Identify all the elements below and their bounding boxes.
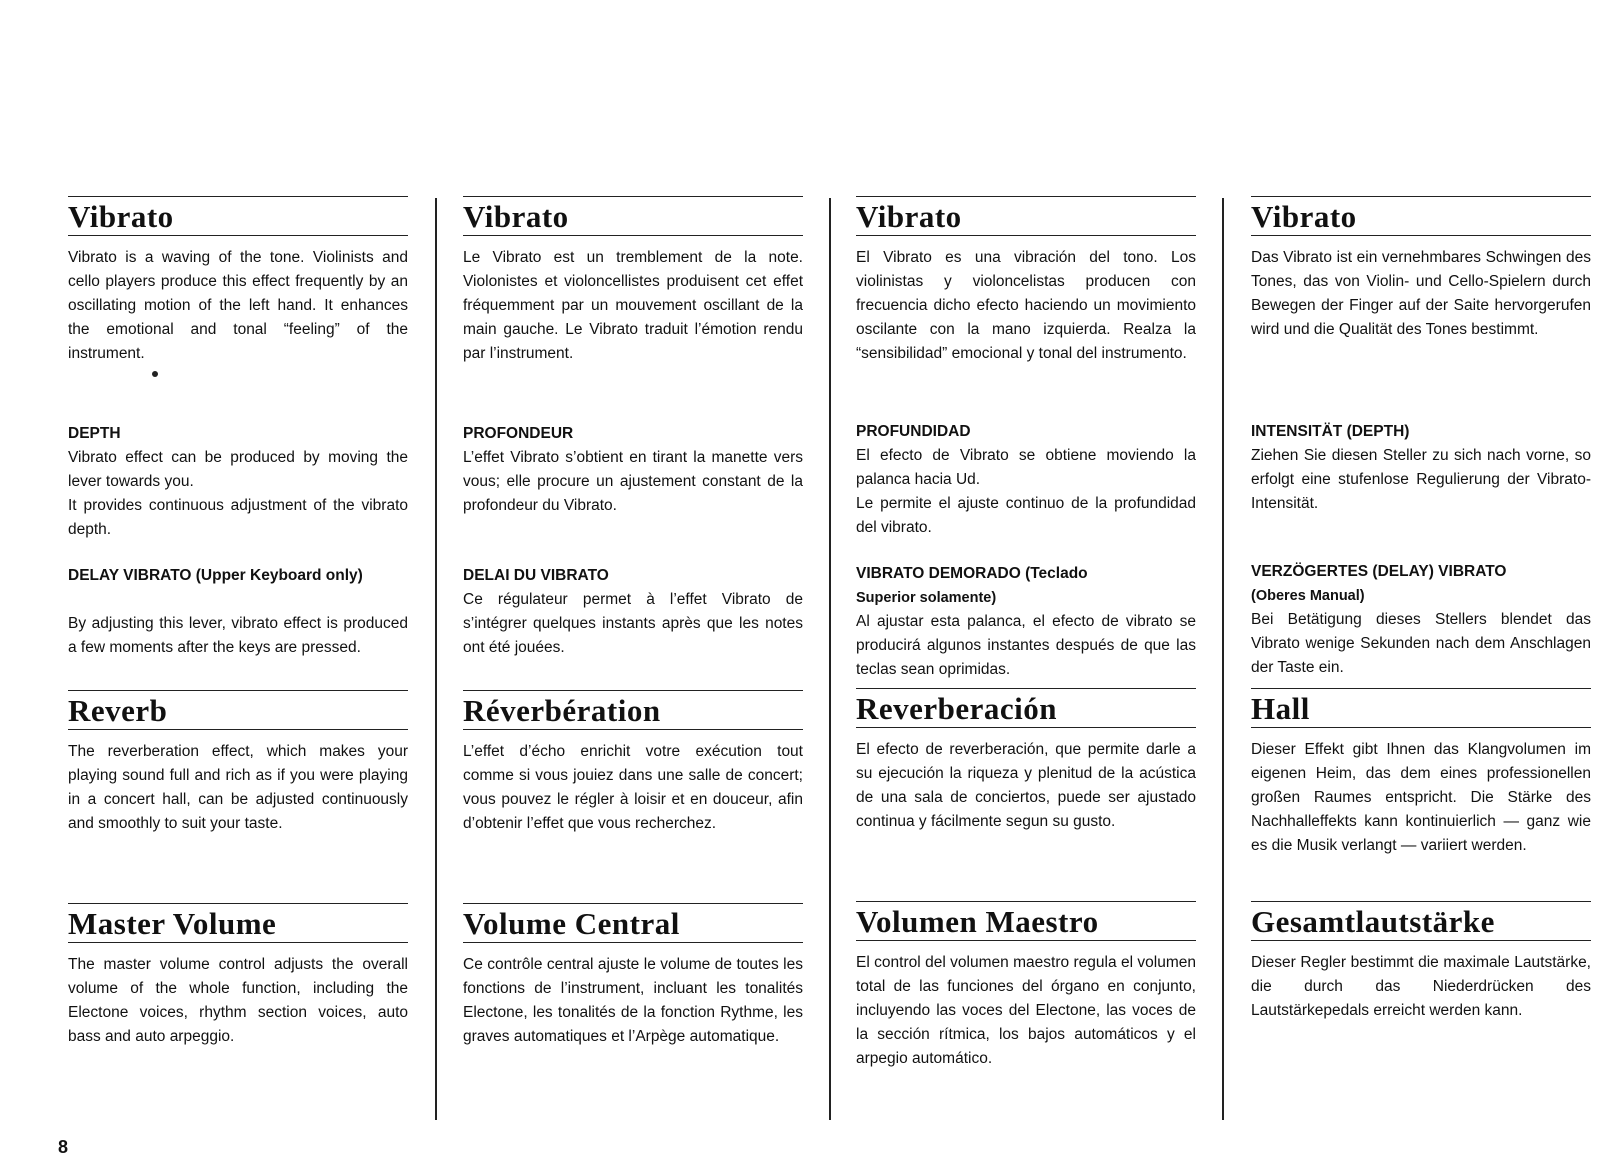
- heading-bar: [856, 688, 1196, 728]
- depth-title: INTENSITÄT (DEPTH): [1251, 423, 1410, 440]
- delay-vibrato-title: DELAI DU VIBRATO: [463, 567, 609, 584]
- section-master-volume: [1251, 901, 1591, 941]
- delay-vibrato-title: DELAY VIBRATO (Upper Keyboard only): [68, 567, 363, 584]
- section-title: Volume Central: [463, 906, 680, 941]
- section-reverb: [856, 688, 1196, 728]
- heading-bar: [1251, 901, 1591, 941]
- master-volume-description: El control del volumen maestro regula el volumen total de las funciones del órgano en conjunto, incluyendo las voces del Electone, las voces de la sección rítmica, los bajos automáticos y el arpegio automático.: [856, 954, 1196, 1067]
- bullet-dot: [152, 371, 158, 377]
- page-number: 8: [58, 1137, 69, 1157]
- column-divider-1: [435, 198, 437, 1120]
- depth-title: DEPTH: [68, 425, 121, 442]
- delay-vibrato-description: Ce régulateur permet à l’effet Vibrato de s’intégrer quelques instants après que les notes ont été jouées.: [463, 591, 803, 656]
- reverb-description: Dieser Effekt gibt Ihnen das Klangvolumen im eigenen Heim, das dem eines professionellen großen Raumes entspricht. Die Stärke des Nachhalleffekts kann kontinuierlich — ganz wie es die Musik verlangt — variiert werden.: [1251, 741, 1591, 854]
- section-title: Vibrato: [856, 199, 962, 234]
- heading-bar: [1251, 196, 1591, 236]
- section-vibrato: [463, 196, 803, 236]
- section-title: Reverb: [68, 693, 168, 728]
- master-volume-description: The master volume control adjusts the overall volume of the whole function, including the Electone voices, rhythm section voices, auto bass and auto arpeggio.: [68, 956, 408, 1045]
- master-volume-description: Dieser Regler bestimmt die maximale Lautstärke, die durch das Niederdrücken des Lautstärkepedals erreicht werden kann.: [1251, 954, 1591, 1019]
- delay-vibrato-title: VERZÖGERTES (DELAY) VIBRATO: [1251, 563, 1507, 580]
- section-title: Volumen Maestro: [856, 904, 1099, 939]
- depth-description: L’effet Vibrato s’obtient en tirant la manette vers vous; elle procure un ajustement constant de la profondeur du Vibrato.: [463, 449, 803, 514]
- section-reverb: [1251, 688, 1591, 728]
- heading-bar: [463, 690, 803, 730]
- vibrato-description: El Vibrato es una vibración del tono. Los violinistas y violoncelistas producen con frecuencia dicho efecto haciendo un movimiento oscilante con la mano izquierda. Realza la “sensibilidad” emocional y tonal del instrumento.: [856, 249, 1196, 362]
- section-vibrato: [856, 196, 1196, 236]
- section-title: Vibrato: [68, 199, 174, 234]
- section-title: Gesamtlautstärke: [1251, 904, 1495, 939]
- delay-vibrato-title: VIBRATO DEMORADO (Teclado: [856, 565, 1088, 582]
- column-divider-3: [1222, 198, 1224, 1120]
- delay-vibrato-description: By adjusting this lever, vibrato effect is produced a few moments after the keys are pressed.: [68, 615, 408, 656]
- reverb-description: The reverberation effect, which makes your playing sound full and rich as if you were playing in a concert hall, can be adjusted continuously and smoothly to suit your taste.: [68, 743, 408, 832]
- heading-bar: [463, 903, 803, 943]
- heading-bar: [856, 196, 1196, 236]
- depth-title: PROFONDEUR: [463, 425, 574, 442]
- master-volume-description: Ce contrôle central ajuste le volume de toutes les fonctions de l’instrument, incluant les tonalités Electone, les tonalités de la fonction Rythme, les graves automatiques et l’Arpège automatique.: [463, 956, 803, 1045]
- vibrato-description: Vibrato is a waving of the tone. Violinists and cello players produce this effect frequently by an oscillating motion of the left hand. It enhances the emotional and tonal “feeling” of the instrument.: [68, 249, 408, 362]
- depth-description-2: It provides continuous adjustment of the vibrato depth.: [68, 497, 408, 538]
- heading-bar: [1251, 688, 1591, 728]
- section-master-volume: [68, 903, 408, 943]
- delay-vibrato-description: Bei Betätigung dieses Stellers blendet das Vibrato wenige Sekunden nach dem Anschlagen der Taste ein.: [1251, 611, 1591, 676]
- depth-title: PROFUNDIDAD: [856, 423, 971, 440]
- section-vibrato: [1251, 196, 1591, 236]
- heading-bar: [463, 196, 803, 236]
- section-vibrato: [68, 196, 408, 236]
- section-title: Hall: [1251, 691, 1310, 726]
- section-title: Reverberación: [856, 691, 1058, 726]
- heading-bar: [856, 901, 1196, 941]
- delay-vibrato-subtitle: (Oberes Manual): [1251, 588, 1365, 604]
- heading-bar: [68, 196, 408, 236]
- delay-vibrato-description: Al ajustar esta palanca, el efecto de vibrato se producirá algunos instantes después de que las teclas sean oprimidas.: [856, 613, 1196, 678]
- heading-bar: [68, 903, 408, 943]
- depth-description: Vibrato effect can be produced by moving the lever towards you.: [68, 449, 408, 490]
- depth-description: El efecto de Vibrato se obtiene moviendo la palanca hacia Ud.: [856, 447, 1196, 488]
- section-master-volume: [463, 903, 803, 943]
- heading-bar: [68, 690, 408, 730]
- section-master-volume: [856, 901, 1196, 941]
- reverb-description: L’effet d’écho enrichit votre exécution tout comme si vous jouiez dans une salle de concert; vous pouvez le régler à loisir et en douceur, afin d’obtenir l’effet que vous recherchez.: [463, 743, 803, 832]
- section-title: Vibrato: [1251, 199, 1357, 234]
- vibrato-description: Das Vibrato ist ein vernehmbares Schwingen des Tones, das von Violin- und Cello-Spielern durch Bewegen der Finger auf der Saite hervorgerufen wird und die Qualität des Tones bestimmt.: [1251, 249, 1591, 338]
- section-title: Réverbération: [463, 693, 661, 728]
- section-reverb: [68, 690, 408, 730]
- section-title: Vibrato: [463, 199, 569, 234]
- depth-description: Ziehen Sie diesen Steller zu sich nach vorne, so erfolgt eine stufenlose Regulierung der Vibrato-Intensität.: [1251, 447, 1591, 512]
- reverb-description: El efecto de reverberación, que permite darle a su ejecución la riqueza y plenitud de la acústica de una sala de conciertos, puede ser ajustado continua y fácilmente segun su gusto.: [856, 741, 1196, 830]
- vibrato-description: Le Vibrato est un tremblement de la note. Violonistes et violoncellistes produisent cet effet fréquemment par un mouvement oscillant de la main gauche. Le Vibrato traduit l’émotion rendu par l’instrument.: [463, 249, 803, 362]
- delay-vibrato-subtitle: Superior solamente): [856, 590, 997, 606]
- section-reverb: [463, 690, 803, 730]
- section-title: Master Volume: [68, 906, 277, 941]
- column-divider-2: [829, 198, 831, 1120]
- depth-description-2: Le permite el ajuste continuo de la profundidad del vibrato.: [856, 495, 1196, 536]
